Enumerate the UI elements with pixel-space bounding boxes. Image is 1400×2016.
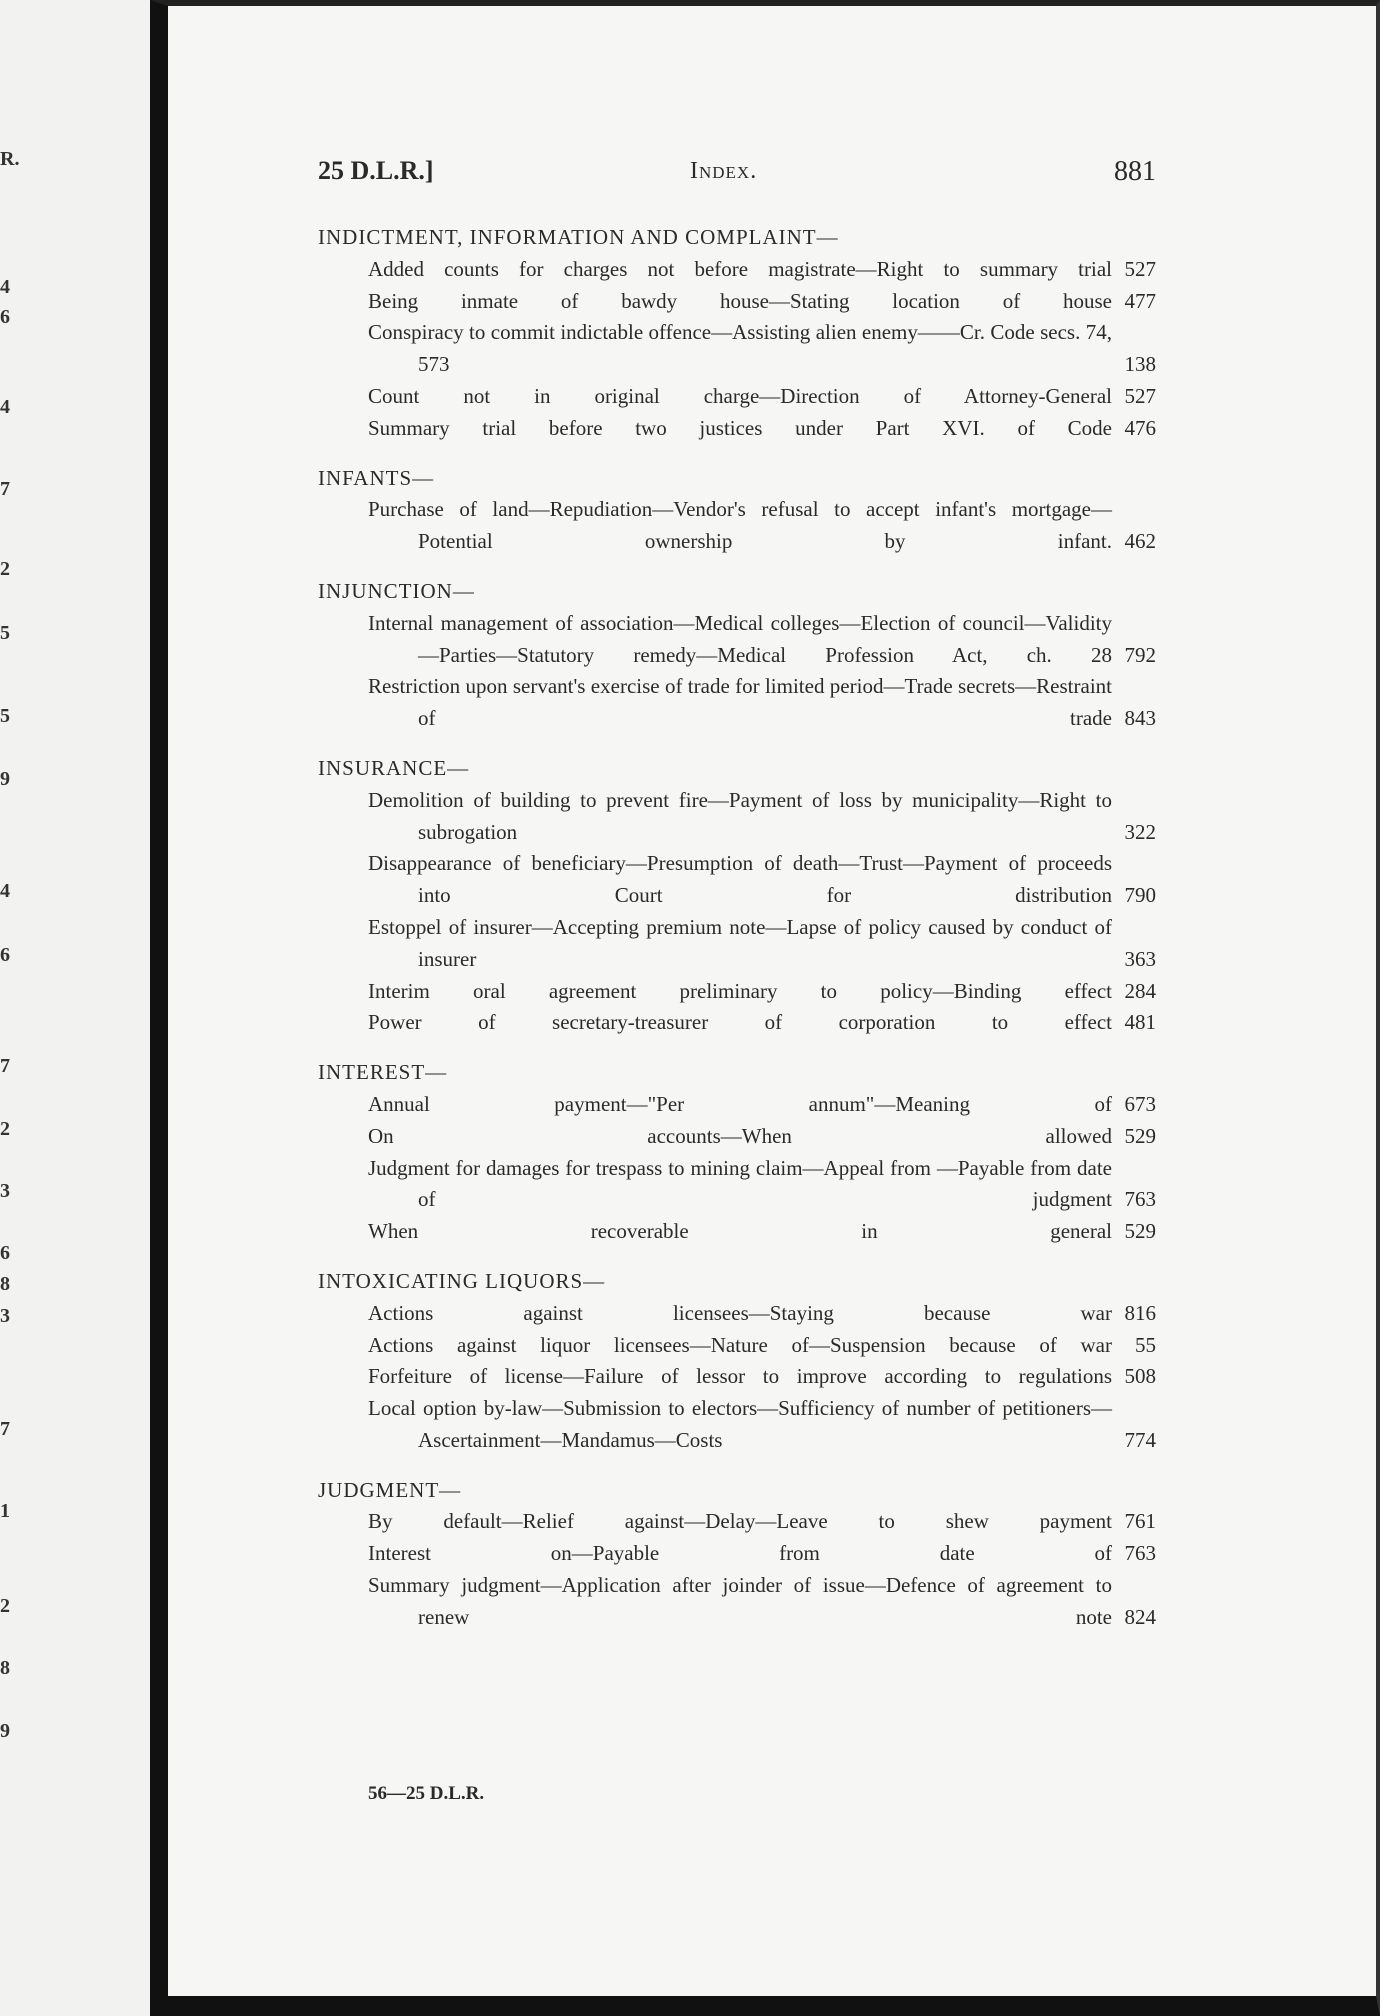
entry-text: Actions against liquor licensees—Nature of—Suspension because of war xyxy=(368,1332,1112,1357)
index-section xyxy=(318,222,1156,445)
section-heading: INTEREST— xyxy=(318,1060,448,1085)
margin-fragment: 2 xyxy=(0,1595,10,1617)
index-section xyxy=(318,1266,1156,1457)
index-section xyxy=(318,753,1156,1039)
index-entry xyxy=(318,254,1156,286)
index-entry xyxy=(318,1506,1156,1538)
section-heading: INJUNCTION— xyxy=(318,578,475,603)
entry-text: On accounts—When allowed xyxy=(368,1123,1112,1148)
margin-fragment: 9 xyxy=(0,768,10,790)
entry-page-ref: 138 xyxy=(1124,352,1156,377)
entry-text: Conspiracy to commit indictable offence—Assisting alien enemy——Cr. Code secs. 74, 573 xyxy=(368,320,1112,377)
section-heading: JUDGMENT— xyxy=(318,1477,462,1502)
entry-text: Disappearance of beneficiary—Presumption of death—Trust—Payment of proceeds into Court for distribution xyxy=(368,851,1112,908)
adjacent-page-strip xyxy=(0,0,150,2016)
signature-mark: 56—25 D.L.R. xyxy=(368,1783,485,1804)
index-entry xyxy=(318,1361,1156,1393)
margin-fragment: 9 xyxy=(0,1720,10,1742)
entry-text: Interest on—Payable from date of xyxy=(368,1541,1112,1566)
index-entry xyxy=(318,1330,1156,1362)
margin-fragment: 5 xyxy=(0,622,10,644)
margin-fragment: 2 xyxy=(0,1118,10,1140)
entry-text: Being inmate of bawdy house—Stating location of house xyxy=(368,288,1112,313)
entry-page-ref: 476 xyxy=(1124,415,1156,440)
index-section xyxy=(318,576,1156,735)
margin-fragment: 7 xyxy=(0,1055,10,1077)
index-entry xyxy=(318,494,1156,558)
entry-page-ref: 792 xyxy=(1124,642,1156,667)
margin-fragment: 7 xyxy=(0,1418,10,1440)
margin-fragment: 3 xyxy=(0,1305,10,1327)
entry-text: Actions against licensees—Staying because war xyxy=(368,1300,1112,1325)
entry-text: Added counts for charges not before magistrate—Right to summary trial xyxy=(368,256,1112,281)
volume-label: 25 D.L.R.] xyxy=(318,156,434,185)
section-heading: INDICTMENT, INFORMATION AND COMPLAINT— xyxy=(318,225,839,249)
entry-text: Local option by-law—Submission to electors—Sufficiency of number of petitioners—Ascertainment—Mandamus—Costs xyxy=(368,1396,1112,1452)
entry-page-ref: 816 xyxy=(1124,1300,1156,1325)
entry-text: Judgment for damages for trespass to mining claim—Appeal from —Payable from date of judgment xyxy=(368,1155,1112,1212)
index-entry xyxy=(318,1570,1156,1634)
margin-fragment: 6 xyxy=(0,1242,10,1264)
index-entry xyxy=(318,1121,1156,1153)
entry-text: Demolition of building to prevent fire—Payment of loss by municipality—Right to subrogation xyxy=(368,787,1112,844)
index-entry xyxy=(318,1007,1156,1039)
entry-text: Purchase of land—Repudiation—Vendor's refusal to accept infant's mortgage—Potential ownership by infant. xyxy=(368,497,1112,554)
entry-page-ref: 529 xyxy=(1124,1123,1156,1148)
index-entry xyxy=(318,1216,1156,1248)
index-entry xyxy=(318,976,1156,1008)
index-section xyxy=(318,1475,1156,1634)
entry-text: Annual payment—"Per annum"—Meaning of xyxy=(368,1091,1112,1116)
margin-fragment: 6 xyxy=(0,306,10,328)
index-section xyxy=(318,463,1156,558)
margin-fragment: 2 xyxy=(0,558,10,580)
margin-fragment: 4 xyxy=(0,396,10,418)
entry-page-ref: 824 xyxy=(1124,1604,1156,1629)
index-entry xyxy=(318,912,1156,976)
entry-page-ref: 363 xyxy=(1124,946,1156,971)
index-listing xyxy=(318,222,1156,1652)
entry-page-ref: 462 xyxy=(1124,529,1156,554)
index-entry xyxy=(318,671,1156,735)
entry-page-ref: 673 xyxy=(1124,1091,1156,1116)
entry-page-ref: 761 xyxy=(1124,1509,1156,1534)
page-number: 881 xyxy=(1114,156,1156,187)
entry-page-ref: 55 xyxy=(1135,1332,1156,1357)
index-entry xyxy=(318,1153,1156,1217)
index-entry xyxy=(318,381,1156,413)
margin-fragment: 6 xyxy=(0,944,10,966)
entry-text: Restriction upon servant's exercise of trade for limited period—Trade secrets—Restraint of trade xyxy=(368,674,1112,731)
entry-page-ref: 763 xyxy=(1124,1541,1156,1566)
margin-fragment: 1 xyxy=(0,1500,10,1522)
section-heading: INTOXICATING LIQUORS— xyxy=(318,1268,606,1293)
entry-text: When recoverable in general xyxy=(368,1219,1112,1244)
margin-fragment: 4 xyxy=(0,276,10,298)
entry-page-ref: 284 xyxy=(1124,978,1156,1003)
entry-text: By default—Relief against—Delay—Leave to shew payment xyxy=(368,1509,1112,1534)
entry-page-ref: 843 xyxy=(1124,706,1156,731)
entry-page-ref: 527 xyxy=(1124,256,1156,281)
section-heading: INFANTS— xyxy=(318,465,435,490)
section-heading: INSURANCE— xyxy=(318,755,470,780)
margin-fragment: R. xyxy=(0,148,20,170)
entry-page-ref: 508 xyxy=(1124,1364,1156,1389)
margin-fragment: 3 xyxy=(0,1180,10,1202)
entry-page-ref: 477 xyxy=(1124,288,1156,313)
entry-page-ref: 527 xyxy=(1124,383,1156,408)
entry-text: Estoppel of insurer—Accepting premium note—Lapse of policy caused by conduct of insurer xyxy=(368,914,1112,971)
margin-fragment: 4 xyxy=(0,880,10,902)
index-entry xyxy=(318,608,1156,672)
index-entry xyxy=(318,317,1156,381)
entry-page-ref: 774 xyxy=(1124,1427,1156,1452)
entry-text: Interim oral agreement preliminary to policy—Binding effect xyxy=(368,978,1112,1003)
index-entry xyxy=(318,1538,1156,1570)
entry-text: Power of secretary-treasurer of corporation to effect xyxy=(368,1010,1112,1035)
index-entry xyxy=(318,1393,1156,1457)
entry-page-ref: 790 xyxy=(1124,883,1156,908)
running-header xyxy=(318,156,1156,196)
entry-text: Forfeiture of license—Failure of lessor to improve according to regulations xyxy=(368,1364,1112,1389)
index-entry xyxy=(318,286,1156,318)
margin-fragment: 5 xyxy=(0,705,10,727)
index-entry xyxy=(318,413,1156,445)
margin-fragment: 8 xyxy=(0,1273,10,1295)
entry-text: Summary judgment—Application after joinder of issue—Defence of agreement to renew note xyxy=(368,1573,1112,1629)
entry-text: Internal management of association—Medical colleges—Election of council—Validity—Parties—Statutory remedy—Medical Profession Act, ch. 28 xyxy=(368,610,1112,667)
index-entry xyxy=(318,785,1156,849)
index-section xyxy=(318,1057,1156,1248)
margin-fragment: 8 xyxy=(0,1657,10,1679)
index-entry xyxy=(318,1298,1156,1330)
entry-text: Count not in original charge—Direction of Attorney-General xyxy=(368,383,1112,408)
entry-page-ref: 529 xyxy=(1124,1219,1156,1244)
page-title: Index. xyxy=(690,158,758,184)
entry-text: Summary trial before two justices under Part XVI. of Code xyxy=(368,415,1112,440)
entry-page-ref: 481 xyxy=(1124,1010,1156,1035)
entry-page-ref: 763 xyxy=(1124,1187,1156,1212)
entry-page-ref: 322 xyxy=(1124,819,1156,844)
margin-fragment: 7 xyxy=(0,478,10,500)
index-entry xyxy=(318,1089,1156,1121)
index-entry xyxy=(318,848,1156,912)
